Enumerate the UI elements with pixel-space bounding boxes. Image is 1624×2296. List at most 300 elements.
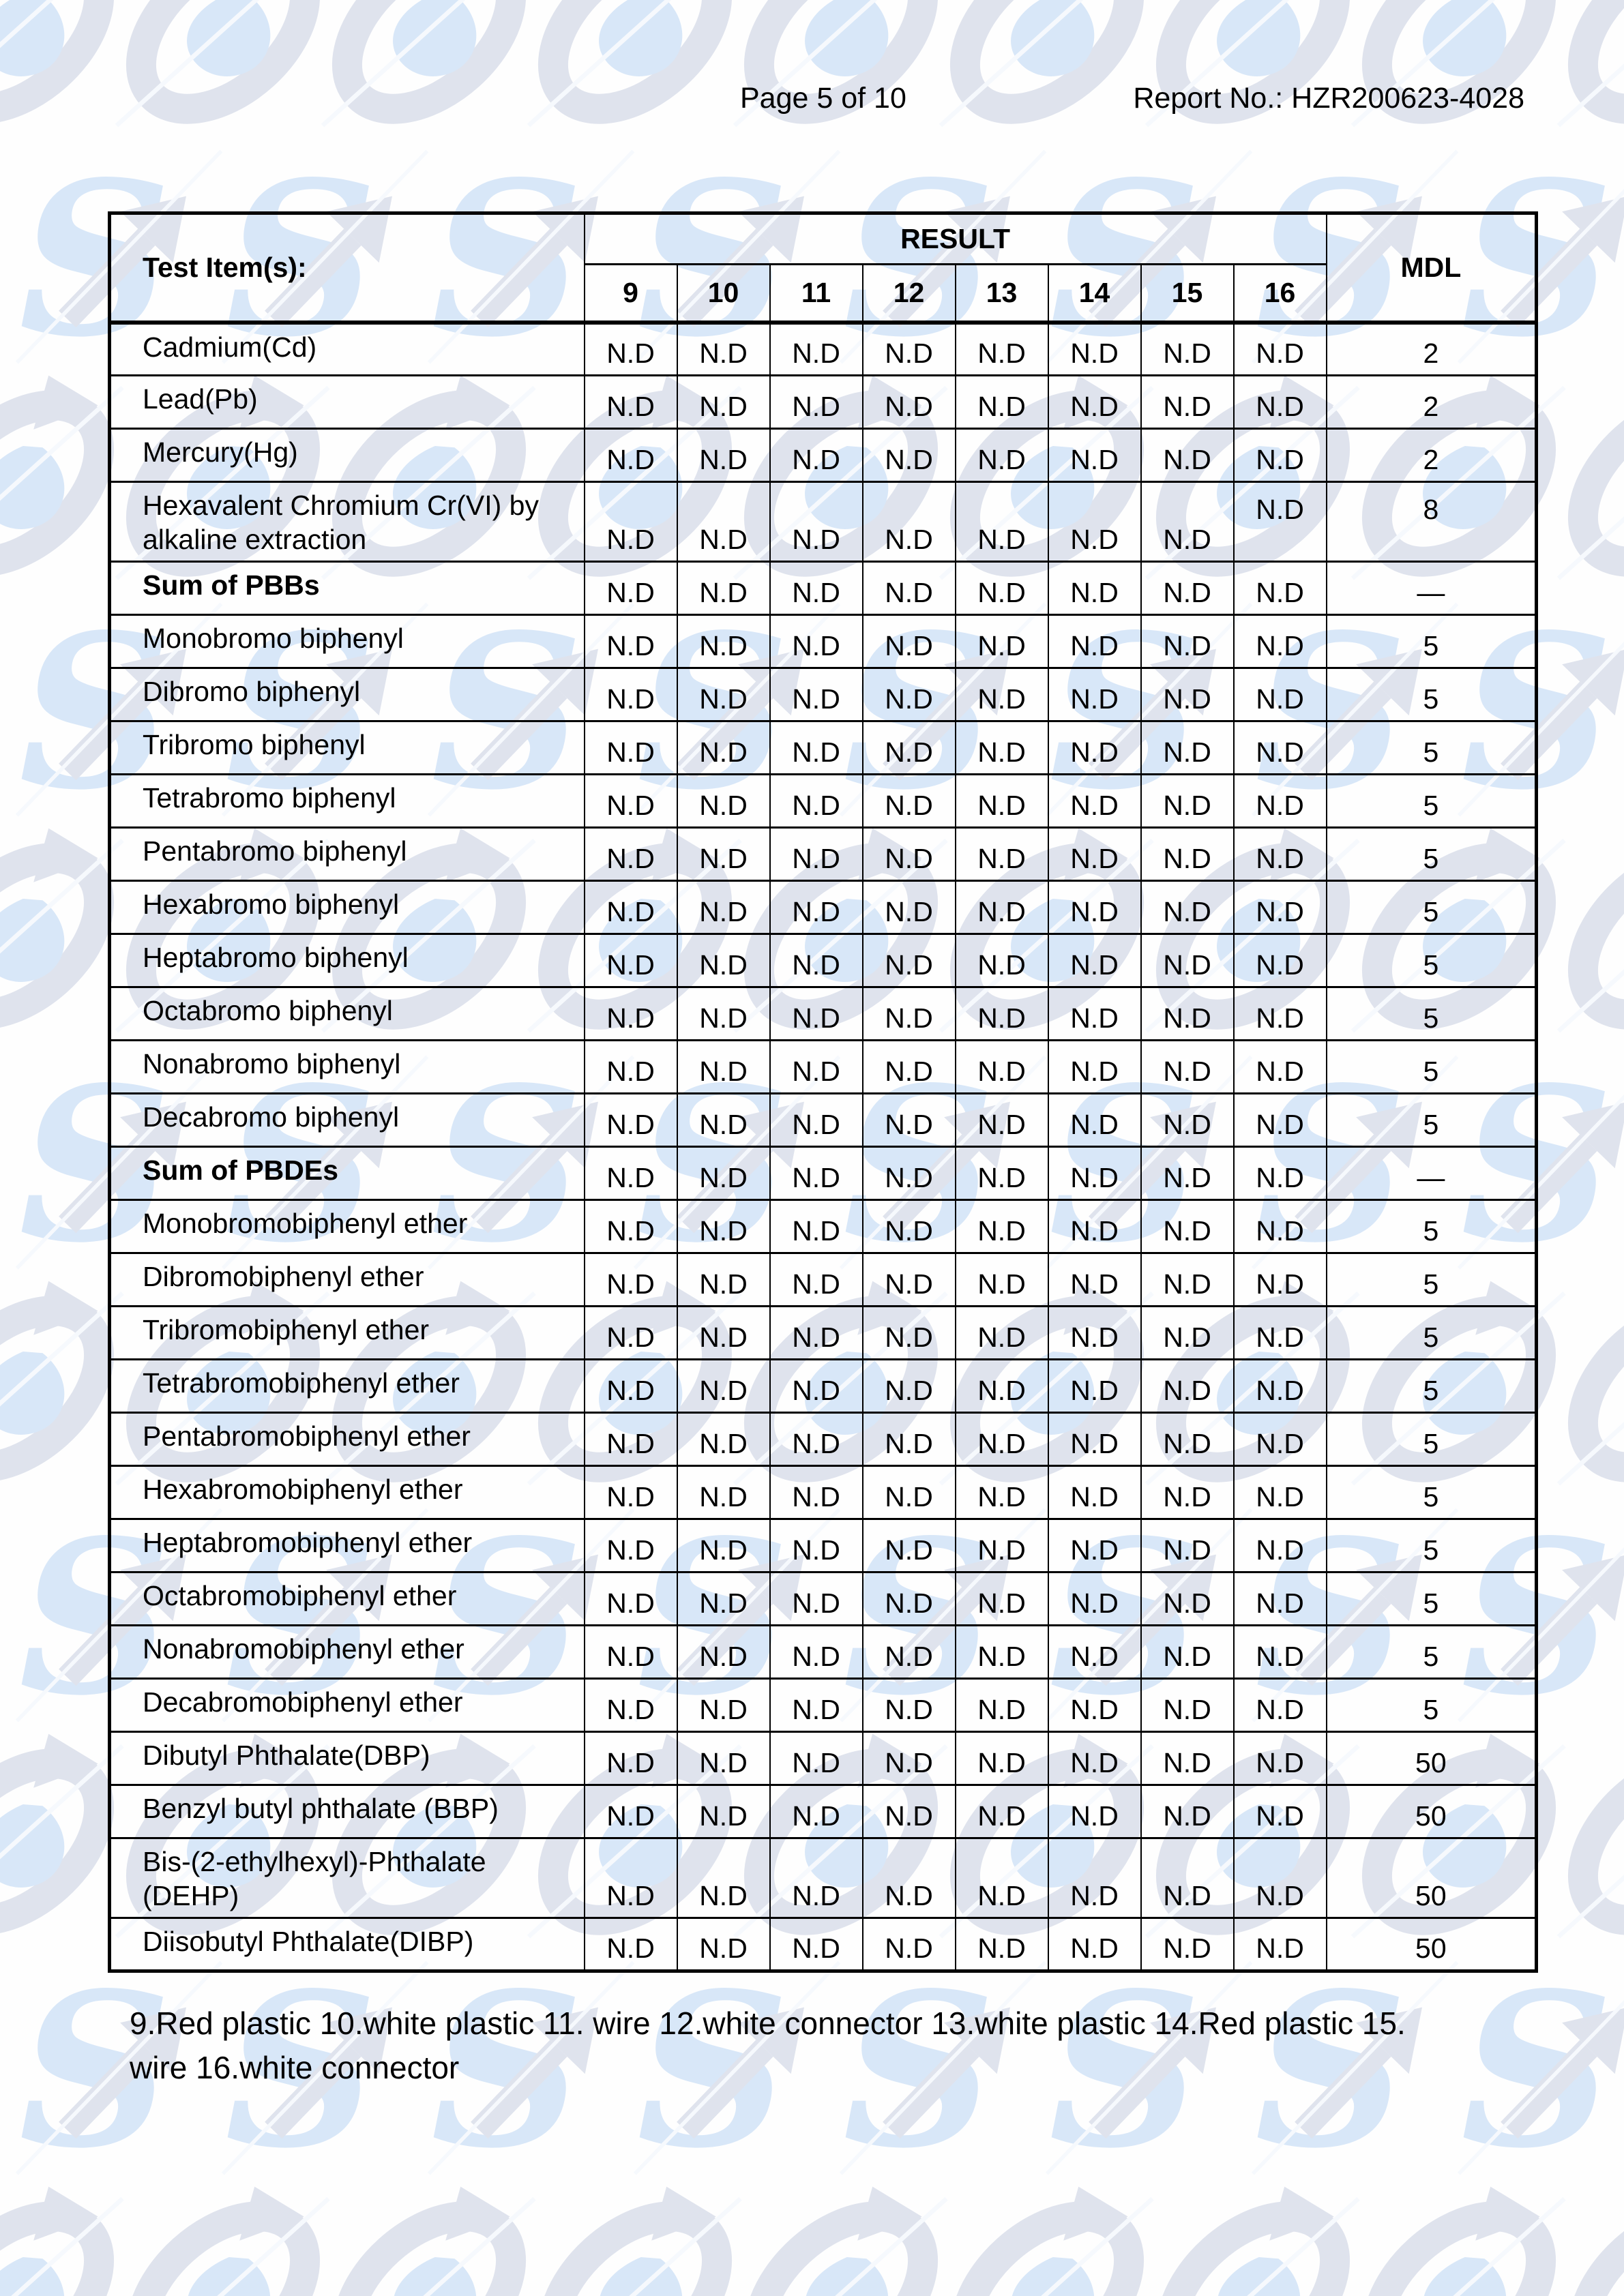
table-row	[110, 668, 1537, 721]
mdl-value: 5	[1423, 1056, 1439, 1088]
result-cell	[1141, 1253, 1234, 1307]
result-cell	[1048, 1918, 1141, 1971]
result-cell	[956, 1918, 1048, 1971]
result-value: N.D	[977, 1641, 1026, 1673]
mdl-value: 5	[1423, 843, 1439, 875]
mdl-cell	[1327, 828, 1537, 881]
result-value: N.D	[792, 1162, 840, 1194]
result-cell	[956, 987, 1048, 1041]
report-number: Report No.: HZR200623-4028	[1133, 82, 1524, 115]
result-cell	[956, 482, 1048, 562]
result-cell	[1048, 881, 1141, 934]
result-cell	[1048, 1732, 1141, 1785]
result-cell	[1234, 987, 1327, 1041]
result-cell	[770, 668, 863, 721]
result-value: N.D	[792, 736, 840, 769]
result-value: N.D	[1163, 1215, 1211, 1247]
test-item-label: Bis-(2-ethylhexyl)-Phthalate (DEHP)	[143, 1846, 486, 1912]
result-cell	[677, 668, 770, 721]
result-cell	[1234, 828, 1327, 881]
result-cell	[1141, 987, 1234, 1041]
result-cell	[956, 1413, 1048, 1466]
result-value: N.D	[977, 1056, 1026, 1088]
result-value: N.D	[1070, 1481, 1119, 1513]
mdl-cell	[1327, 1519, 1537, 1572]
mdl-value: 5	[1423, 1215, 1439, 1247]
result-value: N.D	[885, 1375, 933, 1407]
result-cell	[677, 1041, 770, 1094]
mdl-value: 5	[1423, 1534, 1439, 1566]
result-value: N.D	[977, 736, 1026, 769]
result-value: N.D	[885, 1800, 933, 1832]
result-value: N.D	[885, 444, 933, 475]
result-cell	[1141, 1094, 1234, 1147]
result-value: N.D	[885, 1215, 933, 1247]
result-value: N.D	[1256, 1162, 1304, 1194]
result-value: N.D	[606, 1322, 655, 1354]
result-value: N.D	[885, 1694, 933, 1726]
result-cell	[677, 376, 770, 429]
result-value: N.D	[977, 1880, 1026, 1912]
test-item-label: Tribromo biphenyl	[143, 729, 366, 761]
result-cell	[1048, 1572, 1141, 1626]
result-cell	[1048, 1094, 1141, 1147]
result-value: N.D	[699, 736, 748, 769]
test-item-label: Octabromobiphenyl ether	[143, 1580, 457, 1612]
result-cell	[677, 721, 770, 775]
result-cell	[1141, 1307, 1234, 1360]
test-item-label: Nonabromo biphenyl	[143, 1048, 401, 1080]
result-cell	[863, 1626, 956, 1679]
result-cell	[585, 376, 677, 429]
mdl-value: 5	[1423, 1375, 1439, 1407]
result-value: N.D	[792, 949, 840, 981]
result-value: N.D	[606, 949, 655, 981]
result-value: N.D	[1256, 1880, 1304, 1912]
result-cell	[863, 1200, 956, 1253]
result-cell	[956, 1572, 1048, 1626]
test-item-label: Monobromobiphenyl ether	[143, 1208, 468, 1240]
result-cell	[956, 1519, 1048, 1572]
result-value: N.D	[1070, 1800, 1119, 1832]
result-cell	[956, 1200, 1048, 1253]
result-value: N.D	[1256, 896, 1304, 928]
result-value: N.D	[792, 1800, 840, 1832]
result-cell	[1048, 429, 1141, 482]
mdl-cell	[1327, 1253, 1537, 1307]
result-cell	[585, 1413, 677, 1466]
result-value: N.D	[1070, 1534, 1119, 1566]
mdl-value: 5	[1423, 949, 1439, 981]
result-cell	[585, 775, 677, 828]
table-row	[110, 775, 1537, 828]
result-cell	[956, 775, 1048, 828]
mdl-value: 5	[1423, 790, 1439, 822]
test-item-label: Octabromo biphenyl	[143, 995, 393, 1027]
result-cell	[770, 775, 863, 828]
result-cell	[1141, 562, 1234, 615]
result-value: N.D	[792, 1534, 840, 1566]
footnote-line: 9.Red plastic 10.white plastic 11. wire 12.white connector 13.white plastic 14.Red plastic 15.	[130, 2006, 1406, 2041]
result-cell	[770, 1838, 863, 1918]
result-cell	[677, 828, 770, 881]
result-cell	[956, 429, 1048, 482]
mdl-cell	[1327, 721, 1537, 775]
result-cell	[1048, 1679, 1141, 1732]
result-cell	[1048, 1147, 1141, 1200]
result-value: N.D	[885, 338, 933, 369]
mdl-value: 5	[1423, 896, 1439, 928]
result-cell	[956, 1679, 1048, 1732]
result-value: N.D	[606, 1747, 655, 1779]
result-cell	[585, 1253, 677, 1307]
result-value: N.D	[977, 790, 1026, 822]
result-cell	[1048, 323, 1141, 376]
result-cell	[863, 1360, 956, 1413]
result-value: N.D	[977, 1694, 1026, 1726]
result-cell	[863, 1147, 956, 1200]
result-cell	[863, 668, 956, 721]
result-cell	[677, 1147, 770, 1200]
result-value: N.D	[977, 391, 1026, 422]
result-value: N.D	[1256, 1641, 1304, 1673]
result-value: N.D	[699, 896, 748, 928]
result-value: N.D	[1163, 1534, 1211, 1566]
table-row	[110, 828, 1537, 881]
result-value: N.D	[1163, 1880, 1211, 1912]
result-value: N.D	[885, 1109, 933, 1141]
result-cell	[770, 615, 863, 668]
result-cell	[770, 1413, 863, 1466]
result-cell	[770, 881, 863, 934]
table-row	[110, 987, 1537, 1041]
result-cell	[770, 1307, 863, 1360]
result-value: N.D	[1163, 1056, 1211, 1088]
result-cell	[770, 1147, 863, 1200]
result-value: N.D	[699, 524, 748, 556]
result-cell	[1048, 1041, 1141, 1094]
result-cell	[956, 1732, 1048, 1785]
table-row	[110, 1360, 1537, 1413]
result-value: N.D	[606, 1002, 655, 1034]
mdl-value: 5	[1423, 683, 1439, 715]
result-cell	[956, 1466, 1048, 1519]
result-value: N.D	[606, 683, 655, 715]
result-cell	[677, 1572, 770, 1626]
result-cell	[956, 721, 1048, 775]
result-value: N.D	[885, 1162, 933, 1194]
result-value: N.D	[1070, 1162, 1119, 1194]
result-value: N.D	[792, 1322, 840, 1354]
result-cell	[677, 1253, 770, 1307]
result-value: N.D	[885, 1747, 933, 1779]
result-value: N.D	[1163, 577, 1211, 609]
result-value: N.D	[977, 524, 1026, 556]
result-cell	[585, 1626, 677, 1679]
result-cell	[677, 1413, 770, 1466]
result-value: N.D	[699, 391, 748, 422]
result-value: N.D	[792, 338, 840, 369]
mdl-cell	[1327, 1413, 1537, 1466]
mdl-cell	[1327, 668, 1537, 721]
result-value: N.D	[1256, 1268, 1304, 1300]
mdl-value: 2	[1423, 338, 1439, 369]
result-value: N.D	[885, 790, 933, 822]
result-value: N.D	[1163, 736, 1211, 769]
result-cell	[1048, 376, 1141, 429]
result-value: N.D	[1163, 1481, 1211, 1513]
result-cell	[1141, 1572, 1234, 1626]
result-value: N.D	[977, 1481, 1026, 1513]
result-value: N.D	[1163, 843, 1211, 875]
result-value: N.D	[1070, 1375, 1119, 1407]
test-item-label: Hexabromo biphenyl	[143, 889, 400, 921]
result-value: N.D	[977, 949, 1026, 981]
sample-column-header: 9	[585, 265, 677, 323]
result-value: N.D	[1163, 1162, 1211, 1194]
result-cell	[863, 1094, 956, 1147]
test-item-label: Dibutyl Phthalate(DBP)	[143, 1740, 430, 1772]
result-cell	[770, 1519, 863, 1572]
result-value: N.D	[1163, 790, 1211, 822]
result-value: N.D	[1256, 391, 1304, 422]
result-value: N.D	[1163, 949, 1211, 981]
result-cell	[1234, 1094, 1327, 1147]
mdl-value: 5	[1423, 1109, 1439, 1141]
result-value: N.D	[606, 1109, 655, 1141]
result-cell	[770, 429, 863, 482]
result-cell	[1048, 1785, 1141, 1838]
result-value: N.D	[977, 1428, 1026, 1460]
table-row	[110, 323, 1537, 376]
result-value: N.D	[977, 1162, 1026, 1194]
result-cell	[677, 615, 770, 668]
result-value: N.D	[1163, 1641, 1211, 1673]
result-value: N.D	[1070, 1747, 1119, 1779]
result-value: N.D	[699, 1641, 748, 1673]
result-cell	[585, 1360, 677, 1413]
sample-column-header: 12	[863, 265, 956, 323]
result-cell	[1234, 1838, 1327, 1918]
result-value: N.D	[699, 1587, 748, 1620]
result-value: N.D	[885, 736, 933, 769]
result-cell	[770, 934, 863, 987]
result-value: N.D	[1070, 577, 1119, 609]
result-value: N.D	[885, 1056, 933, 1088]
mdl-cell	[1327, 615, 1537, 668]
mdl-value: 8	[1423, 494, 1439, 525]
result-cell	[1141, 1413, 1234, 1466]
result-cell	[1048, 1253, 1141, 1307]
result-value: N.D	[606, 1056, 655, 1088]
mdl-cell	[1327, 1918, 1537, 1971]
result-cell	[1234, 1572, 1327, 1626]
mdl-value: 5	[1423, 1587, 1439, 1620]
result-cell	[1048, 721, 1141, 775]
result-cell	[1141, 1626, 1234, 1679]
result-cell	[585, 1094, 677, 1147]
result-value: N.D	[1163, 1322, 1211, 1354]
mdl-value: 2	[1423, 391, 1439, 422]
mdl-cell	[1327, 1572, 1537, 1626]
result-cell	[956, 323, 1048, 376]
result-cell	[585, 615, 677, 668]
result-cell	[677, 323, 770, 376]
result-value: N.D	[606, 1880, 655, 1912]
table-row	[110, 1307, 1537, 1360]
result-cell	[956, 1626, 1048, 1679]
result-cell	[1234, 881, 1327, 934]
result-cell	[863, 429, 956, 482]
result-cell	[1234, 1253, 1327, 1307]
result-value: N.D	[1256, 1322, 1304, 1354]
result-cell	[1048, 934, 1141, 987]
result-cell	[1141, 1679, 1234, 1732]
result-value: N.D	[1163, 630, 1211, 662]
result-value: N.D	[1256, 1375, 1304, 1407]
result-value: N.D	[792, 1587, 840, 1620]
test-item-label: Pentabromo biphenyl	[143, 835, 407, 867]
mdl-value: —	[1417, 1162, 1445, 1194]
result-value: N.D	[792, 630, 840, 662]
result-value: N.D	[977, 1587, 1026, 1620]
result-value: N.D	[977, 896, 1026, 928]
result-cell	[1141, 775, 1234, 828]
result-value: N.D	[1163, 1747, 1211, 1779]
result-cell	[1141, 482, 1234, 562]
result-value: N.D	[792, 790, 840, 822]
result-cell	[1234, 1360, 1327, 1413]
result-cell	[585, 1572, 677, 1626]
test-item-label: Tetrabromo biphenyl	[143, 782, 396, 814]
result-cell	[863, 482, 956, 562]
result-value: N.D	[699, 630, 748, 662]
mdl-value: 5	[1423, 1694, 1439, 1726]
table-row	[110, 1200, 1537, 1253]
result-value: N.D	[885, 1481, 933, 1513]
mdl-cell	[1327, 1838, 1537, 1918]
result-value: N.D	[1256, 1694, 1304, 1726]
result-value: N.D	[792, 524, 840, 556]
result-value: N.D	[885, 1268, 933, 1300]
result-value: N.D	[1070, 1587, 1119, 1620]
result-cell	[770, 1041, 863, 1094]
result-value: N.D	[699, 1215, 748, 1247]
result-cell	[585, 482, 677, 562]
test-item-label: Cadmium(Cd)	[143, 331, 317, 363]
result-cell	[677, 987, 770, 1041]
test-item-label: Hexabromobiphenyl ether	[143, 1474, 463, 1506]
result-cell	[1048, 615, 1141, 668]
mdl-value: 5	[1423, 1002, 1439, 1034]
test-item-label: Tetrabromobiphenyl ether	[143, 1367, 460, 1399]
result-value: N.D	[1163, 338, 1211, 369]
result-value: N.D	[606, 1694, 655, 1726]
result-value: N.D	[885, 1002, 933, 1034]
mdl-cell	[1327, 429, 1537, 482]
result-cell	[863, 775, 956, 828]
result-cell	[1234, 668, 1327, 721]
result-cell	[585, 987, 677, 1041]
result-cell	[585, 1918, 677, 1971]
test-item-label: Lead(Pb)	[143, 383, 258, 415]
result-value: N.D	[1070, 1002, 1119, 1034]
result-value: N.D	[1070, 1641, 1119, 1673]
result-value: N.D	[606, 444, 655, 475]
result-cell	[585, 934, 677, 987]
result-value: N.D	[792, 1375, 840, 1407]
result-cell	[770, 828, 863, 881]
result-value: N.D	[1070, 1322, 1119, 1354]
result-cell	[585, 1519, 677, 1572]
result-value: N.D	[885, 1322, 933, 1354]
result-cell	[1048, 1466, 1141, 1519]
result-cell	[1234, 1041, 1327, 1094]
mdl-cell	[1327, 323, 1537, 376]
page-number: Page 5 of 10	[740, 82, 906, 115]
result-value: N.D	[699, 1002, 748, 1034]
result-value: N.D	[792, 683, 840, 715]
result-cell	[956, 562, 1048, 615]
result-value: N.D	[1163, 391, 1211, 422]
result-cell	[1141, 323, 1234, 376]
result-cell	[863, 1918, 956, 1971]
result-value: N.D	[1256, 1534, 1304, 1566]
result-cell	[585, 429, 677, 482]
mdl-value: 5	[1423, 630, 1439, 662]
result-cell	[1234, 1679, 1327, 1732]
result-value: N.D	[1163, 1428, 1211, 1460]
result-value: N.D	[792, 1215, 840, 1247]
result-cell	[1048, 1626, 1141, 1679]
table-row	[110, 721, 1537, 775]
result-value: N.D	[885, 524, 933, 556]
result-value: N.D	[1256, 683, 1304, 715]
result-value: N.D	[977, 1747, 1026, 1779]
result-value: N.D	[977, 338, 1026, 369]
result-cell	[1141, 376, 1234, 429]
table-row	[110, 376, 1537, 429]
result-cell	[863, 376, 956, 429]
mdl-cell	[1327, 1785, 1537, 1838]
result-value: N.D	[606, 1428, 655, 1460]
result-value: N.D	[885, 683, 933, 715]
result-value: N.D	[1070, 444, 1119, 475]
result-value: N.D	[1070, 1694, 1119, 1726]
result-cell	[1234, 323, 1327, 376]
result-cell	[677, 1679, 770, 1732]
result-value: N.D	[606, 630, 655, 662]
result-cell	[677, 1466, 770, 1519]
result-cell	[863, 1253, 956, 1307]
result-value: N.D	[699, 444, 748, 475]
result-value: N.D	[606, 1375, 655, 1407]
result-cell	[1048, 482, 1141, 562]
result-cell	[1048, 1519, 1141, 1572]
result-cell	[770, 1732, 863, 1785]
result-value: N.D	[1256, 1109, 1304, 1141]
result-value: N.D	[885, 577, 933, 609]
result-value: N.D	[699, 1162, 748, 1194]
result-cell	[770, 376, 863, 429]
result-value: N.D	[1163, 1375, 1211, 1407]
result-cell	[956, 1838, 1048, 1918]
result-cell	[585, 1041, 677, 1094]
result-cell	[863, 934, 956, 987]
mdl-value: 5	[1423, 1322, 1439, 1354]
result-value: N.D	[792, 1109, 840, 1141]
result-value: N.D	[885, 1641, 933, 1673]
